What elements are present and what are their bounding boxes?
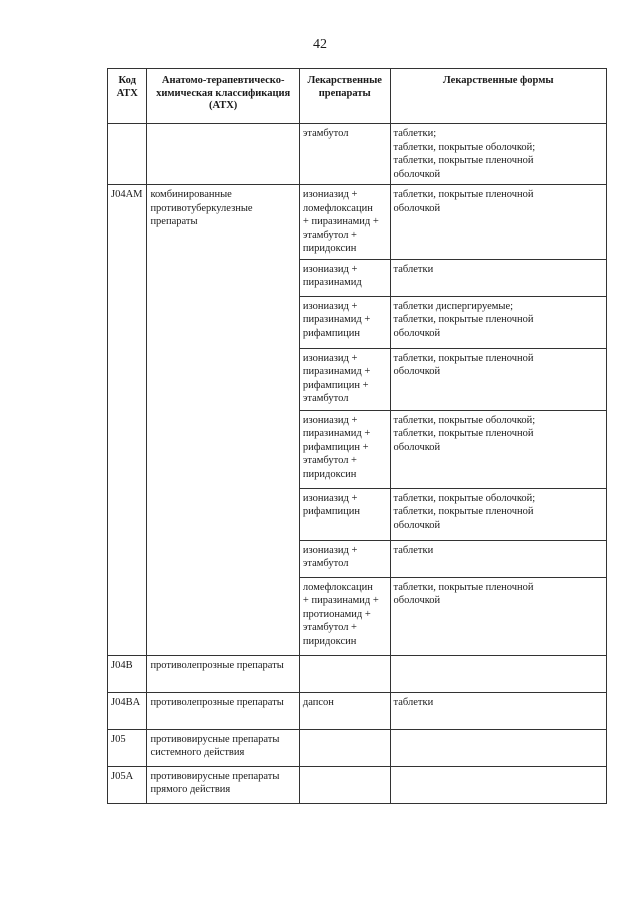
classification-cell: противолепрозные препараты xyxy=(147,692,299,729)
forms-cell: таблетки, покрытые пленочной оболочкой xyxy=(390,577,606,655)
drug-cell: изониазид + пиразинамид + рифампицин + этамбутол xyxy=(299,348,390,410)
table-row xyxy=(108,729,607,766)
drug-cell: дапсон xyxy=(299,692,390,729)
forms-cell: таблетки, покрытые оболочкой; таблетки, покрытые пленочной оболочкой xyxy=(390,410,606,488)
drug-cell: изониазид + пиразинамид + рифампицин + этамбутол + пиридоксин xyxy=(299,410,390,488)
atx-table xyxy=(107,68,607,804)
header-drugs: Лекарственные препараты xyxy=(299,69,390,124)
code-cell: J04BA xyxy=(108,692,147,729)
classification-cell xyxy=(147,124,299,185)
classification-cell: противовирусные препараты системного действия xyxy=(147,729,299,766)
classification-cell: противовирусные препараты прямого действия xyxy=(147,766,299,803)
header-code: Код АТХ xyxy=(108,69,147,124)
table-row xyxy=(108,185,607,260)
drug-cell: этамбутол xyxy=(299,124,390,185)
drug-cell xyxy=(299,729,390,766)
forms-cell xyxy=(390,729,606,766)
table-row xyxy=(108,766,607,803)
forms-cell xyxy=(390,655,606,692)
drug-cell xyxy=(299,766,390,803)
page-number: 42 xyxy=(313,37,327,52)
drug-cell xyxy=(299,655,390,692)
drug-cell: изониазид + рифампицин xyxy=(299,488,390,540)
code-cell xyxy=(108,124,147,185)
code-cell: J04B xyxy=(108,655,147,692)
classification-cell: противолепрозные препараты xyxy=(147,655,299,692)
table-row xyxy=(108,692,607,729)
forms-cell: таблетки; таблетки, покрытые оболочкой; таблетки, покрытые пленочной оболочкой xyxy=(390,124,606,185)
table-header-row xyxy=(108,69,607,124)
forms-cell: таблетки, покрытые пленочной оболочкой xyxy=(390,185,606,260)
code-cell: J05 xyxy=(108,729,147,766)
code-cell: J04AM xyxy=(108,185,147,656)
code-cell: J05A xyxy=(108,766,147,803)
classification-cell: комбинированные противотуберкулезные препараты xyxy=(147,185,299,656)
justified-line: таблетки, покрытые пленочной xyxy=(393,155,534,166)
forms-cell: таблетки xyxy=(390,259,606,296)
drug-cell: изониазид + этамбутол xyxy=(299,540,390,577)
forms-cell: таблетки, покрытые оболочкой; таблетки, покрытые пленочной оболочкой xyxy=(390,488,606,540)
table-row xyxy=(108,655,607,692)
forms-cell: таблетки, покрытые пленочной оболочкой xyxy=(390,348,606,410)
forms-cell: таблетки xyxy=(390,540,606,577)
drug-cell: изониазид + пиразинамид + рифампицин xyxy=(299,296,390,348)
drug-cell: изониазид + ломефлоксацин + пиразинамид + этамбутол + пиридоксин xyxy=(299,185,390,260)
forms-cell: таблетки xyxy=(390,692,606,729)
header-forms: Лекарственные формы xyxy=(390,69,606,124)
drug-cell: ломефлоксацин + пиразинамид + протионамид + этамбутол + пиридоксин xyxy=(299,577,390,655)
header-classification: Анатомо-терапевтическо-химическая классификация (АТХ) xyxy=(147,69,299,124)
drug-cell: изониазид + пиразинамид xyxy=(299,259,390,296)
forms-cell xyxy=(390,766,606,803)
table-row xyxy=(108,124,607,185)
forms-cell: таблетки диспергируемые; таблетки, покрытые пленочной оболочкой xyxy=(390,296,606,348)
